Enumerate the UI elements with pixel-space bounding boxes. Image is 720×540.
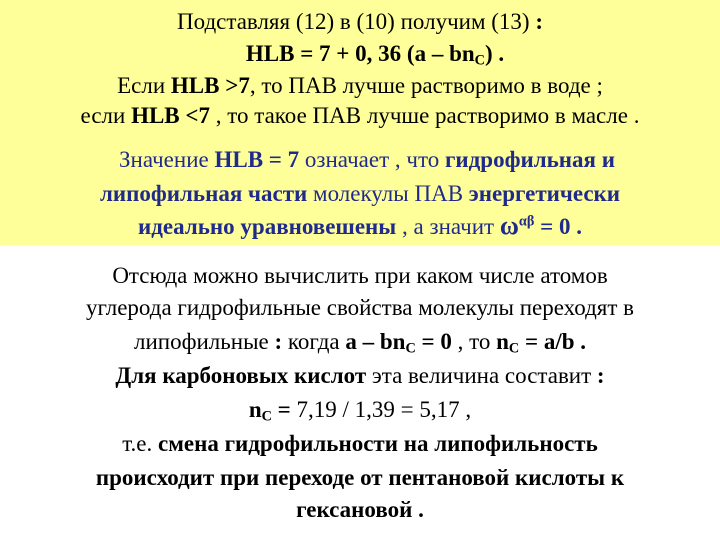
subscript: C: [405, 340, 416, 357]
subscript: C: [261, 408, 272, 425]
bottom-line-3: [0, 328, 720, 356]
text: липофильные: [133, 329, 275, 354]
bottom-line-8: [0, 496, 720, 524]
text: = 0 .: [534, 214, 582, 239]
text: гексановой .: [296, 497, 424, 522]
text: , то такое ПАВ лучше растворимо в масле .: [210, 103, 640, 128]
text: происходит при переходе от пентановой кислоты к: [95, 465, 625, 490]
text: т.е.: [122, 431, 158, 456]
top-line-5: [0, 146, 720, 174]
text: смена гидрофильности на липофильность: [158, 431, 598, 456]
text: гидрофильная и: [444, 147, 616, 172]
top-line-7: [0, 212, 720, 241]
bottom-line-4: [0, 362, 720, 390]
top-line-3: [0, 72, 720, 100]
text: энергетически: [468, 181, 621, 206]
text: 7,19 / 1,39 = 5,17 ,: [296, 397, 472, 422]
text: =: [271, 397, 297, 422]
hlb-formula: [0, 40, 720, 68]
text: HLB >7: [170, 73, 250, 98]
text: Подставляя (12) в (10) получим (13): [177, 9, 536, 34]
text: a – bn: [345, 329, 406, 354]
text: HLB = 7: [214, 147, 300, 172]
text: эта величина составит: [366, 363, 597, 388]
text: , а значит: [396, 214, 500, 239]
text: идеально уравновешены: [138, 214, 397, 239]
superscript: αβ: [518, 213, 535, 230]
text: означает , что: [299, 147, 445, 172]
text: = 0: [415, 329, 452, 354]
text: , то ПАВ лучше растворимо в воде ;: [249, 73, 603, 98]
text: молекулы ПАВ: [307, 181, 469, 206]
text: когда: [287, 329, 346, 354]
text: n: [248, 397, 262, 422]
text: n: [496, 329, 509, 354]
text: , то: [451, 329, 497, 354]
subscript: C: [508, 340, 520, 357]
top-line-4: [0, 102, 720, 130]
bottom-line-6: [0, 430, 720, 458]
text: HLB <7: [131, 103, 210, 128]
text: ) .: [484, 41, 505, 66]
bottom-line-7: [0, 464, 720, 492]
text: :: [535, 9, 543, 34]
text: HLB = 7 + 0, 36 (a – bn: [245, 41, 475, 66]
text: :: [274, 329, 288, 354]
bottom-line-1: [0, 262, 720, 290]
omega-symbol: ω: [499, 211, 519, 240]
top-line-1: [0, 8, 720, 36]
subscript: C: [474, 52, 485, 69]
text: :: [596, 363, 605, 388]
text: углерода гидрофильные свойства молекулы переходят в: [85, 295, 635, 320]
bottom-line-5: [0, 396, 720, 424]
text: если: [80, 103, 132, 128]
text: Отсюда можно вычислить при каком числе атомов: [112, 263, 608, 288]
top-line-6: [0, 180, 720, 208]
text: Для карбоновых кислот: [115, 363, 367, 388]
text: = a/b .: [519, 329, 587, 354]
text: Если: [117, 73, 171, 98]
bottom-line-2: [0, 294, 720, 322]
text: Значение: [118, 147, 215, 172]
text: липофильная части: [99, 181, 308, 206]
